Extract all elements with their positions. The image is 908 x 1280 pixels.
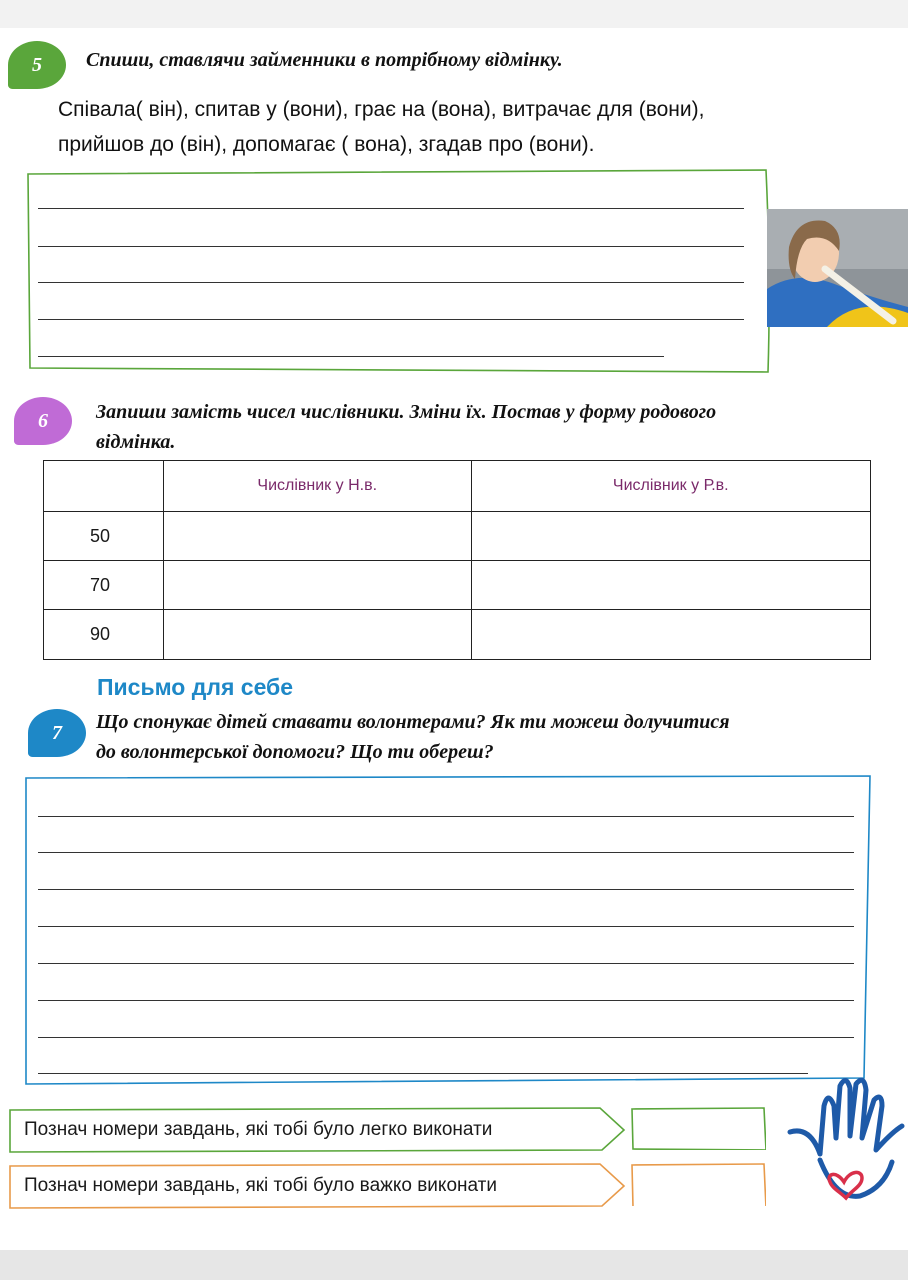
answer-line[interactable] [38, 816, 854, 817]
table-row-number: 90 [44, 610, 164, 660]
answer-line[interactable] [38, 889, 854, 890]
answer-line[interactable] [38, 282, 744, 283]
answer-line[interactable] [38, 246, 744, 247]
task-5-title: Спиши, ставлячи займенники в потрібному відмінку. [86, 49, 563, 71]
task-7-badge: 7 [28, 709, 86, 757]
table-cell-nominative[interactable] [163, 561, 471, 610]
answer-line[interactable] [38, 963, 854, 964]
table-header-nominative: Числівник у Н.в. [163, 461, 471, 512]
bottom-strip [0, 1250, 908, 1280]
table-cell-genitive[interactable] [471, 561, 870, 610]
task-6-title-line-1: Запиши замість чисел числівники. Зміни їх. Постав у форму родового [96, 401, 717, 423]
table-cell-genitive[interactable] [471, 610, 870, 660]
table-row-number: 70 [44, 561, 164, 610]
section-title: Письмо для себе [97, 674, 294, 700]
numerals-table [43, 460, 871, 660]
task-7-title-line-1: Що спонукає дітей ставати волонтерами? Як ти можеш долучитися [96, 711, 730, 733]
table-header-genitive: Числівник у Р.в. [471, 461, 870, 512]
task-5-badge: 5 [8, 41, 66, 89]
task-7-title-line-2: до волонтерської допомоги? Що ти обереш? [96, 741, 494, 763]
answer-line[interactable] [38, 319, 744, 320]
table-cell-genitive[interactable] [471, 512, 870, 561]
hard-tasks-box[interactable] [630, 1162, 766, 1206]
task-7-answer-frame [22, 772, 878, 1090]
task-5-line-2: прийшов до (він), допомагає ( вона), згадав про (вони). [58, 133, 595, 156]
top-strip [0, 0, 908, 28]
table-cell-nominative[interactable] [163, 512, 471, 561]
hard-tasks-label: Познач номери завдань, які тобі було важко виконати [24, 1175, 497, 1196]
table-row-number: 50 [44, 512, 164, 561]
task-5-answer-frame [24, 168, 784, 378]
task-6-badge: 6 [14, 397, 72, 445]
hand-heart-icon [780, 1070, 908, 1210]
answer-line[interactable] [38, 852, 854, 853]
answer-line[interactable] [38, 1037, 854, 1038]
answer-line[interactable] [38, 1000, 854, 1001]
table-cell-nominative[interactable] [163, 610, 471, 660]
table-header-corner [44, 461, 164, 512]
easy-tasks-box[interactable] [630, 1106, 766, 1150]
answer-line[interactable] [38, 356, 664, 357]
easy-tasks-label: Познач номери завдань, які тобі було легко виконати [24, 1119, 493, 1140]
answer-line[interactable] [38, 1073, 808, 1074]
task-6-title-line-2: відмінка. [96, 431, 176, 453]
girl-with-flute-image [767, 209, 908, 327]
task-5-line-1: Співала( він), спитав у (вони), грає на (вона), витрачає для (вони), [58, 98, 705, 121]
answer-line[interactable] [38, 208, 744, 209]
worksheet-page [0, 28, 908, 1250]
answer-line[interactable] [38, 926, 854, 927]
